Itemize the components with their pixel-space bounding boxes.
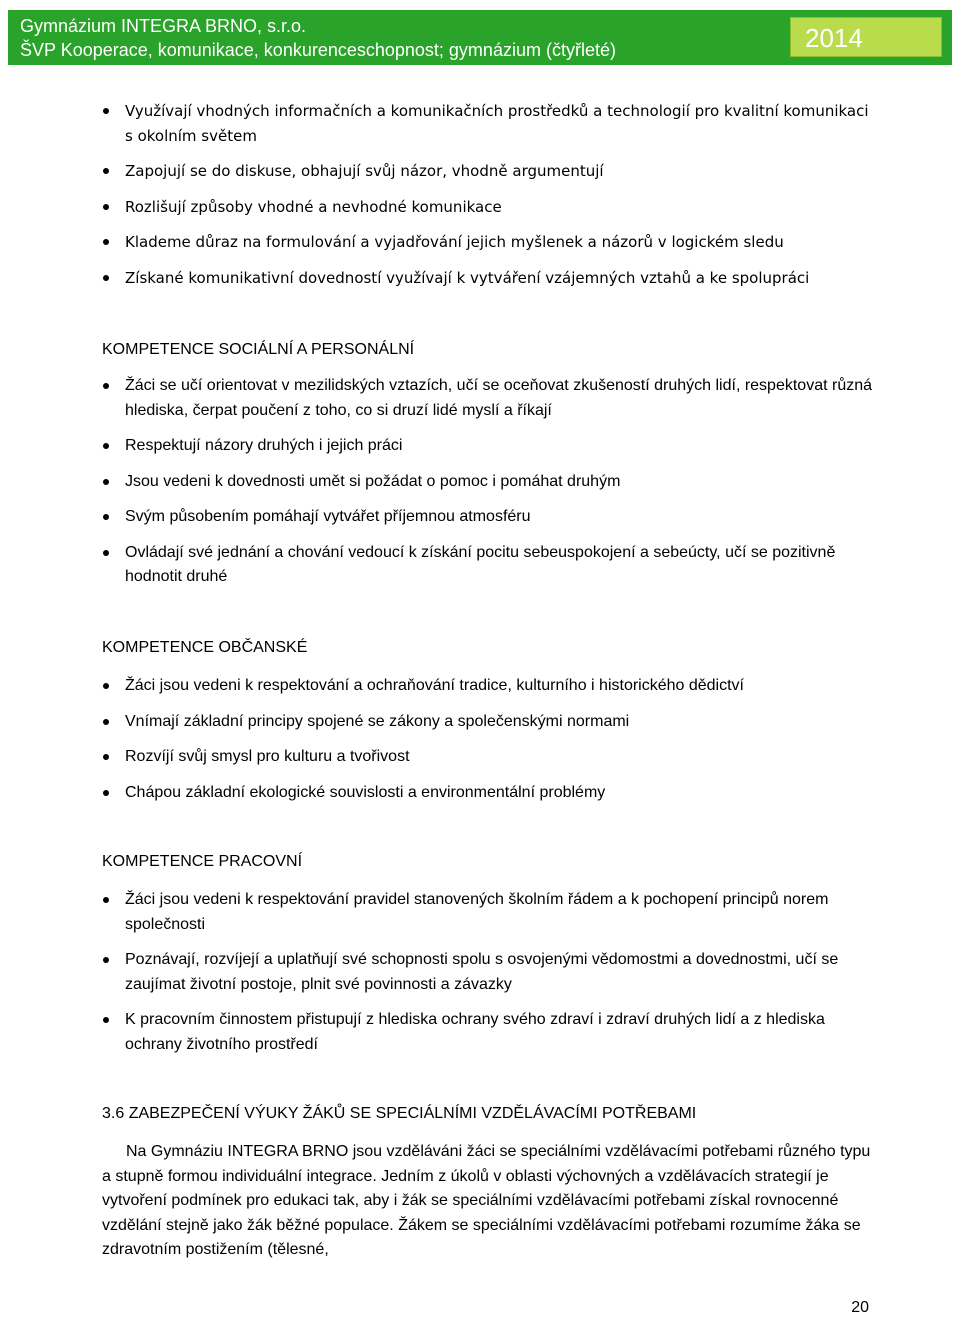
section-heading-civic: KOMPETENCE OBČANSKÉ [102, 639, 308, 656]
list-item: Respektují názory druhých i jejich práci [102, 434, 872, 459]
special-needs-paragraph: Na Gymnáziu INTEGRA BRNO jsou vzděláváni žáci se speciálními vzdělávacími potřebami různého typu a stupně formou individuální integrace. Jedním z úkolů v oblasti výchovných a vzdělávacích strategií je vytvoření podmínek pro edukaci tak, aby i žák se speciálními vzdělávacími potřebami získal rovnocenné vzdělání stejně jako žák běžné populace. Žákem se speciálními vzdělávacími potřebami rozumíme žáka se zdravotním postižením (tělesné, [102, 1143, 871, 1258]
list-item: Zapojují se do diskuse, obhajují svůj názor, vhodně argumentují [102, 159, 872, 184]
list-item: Jsou vedeni k dovednosti umět si požádat o pomoc i pomáhat druhým [102, 470, 872, 495]
list-item: Chápou základní ekologické souvislosti a environmentální problémy [102, 781, 872, 806]
header-school-name: Gymnázium INTEGRA BRNO, s.r.o. [20, 16, 307, 36]
list-item: Svým působením pomáhají vytvářet příjemnou atmosféru [102, 505, 872, 530]
list-item: Žáci jsou vedeni k respektování a ochraňování tradice, kulturního i historického dědictví [102, 674, 872, 699]
list-item: Využívají vhodných informačních a komunikačních prostředků a technologií pro kvalitní komunikaci s okolním světem [102, 99, 872, 148]
section-heading-work: KOMPETENCE PRACOVNÍ [102, 853, 303, 870]
civic-list [102, 674, 872, 816]
list-item: Získané komunikativní dovedností využívají k vytváření vzájemných vztahů a ke spolupráci [102, 266, 872, 291]
list-item: Ovládají své jednání a chování vedoucí k získání pocitu sebeuspokojení a sebeúcty, učí se pozitivně hodnotit druhé [102, 541, 872, 590]
work-list [102, 888, 872, 1068]
section-heading-special-needs: 3.6 ZABEZPEČENÍ VÝUKY ŽÁKŮ SE SPECIÁLNÍMI VZDĚLÁVACÍMI POTŘEBAMI [102, 1105, 697, 1122]
list-item: Poznávají, rozvíjejí a uplatňují své schopnosti spolu s osvojenými vědomostmi a dovednostmi, učí se zaujímat životní postoje, plnit své povinnosti a závazky [102, 948, 872, 997]
section-heading-social: KOMPETENCE SOCIÁLNÍ A PERSONÁLNÍ [102, 341, 415, 358]
list-item: Žáci se učí orientovat v mezilidských vztazích, učí se oceňovat zkušeností druhých lidí, respektovat různá hlediska, čerpat poučení z toho, co si druzí lidé myslí a říkají [102, 374, 872, 423]
list-item: Vnímají základní principy spojené se zákony a společenskými normami [102, 710, 872, 735]
list-item: Klademe důraz na formulování a vyjadřování jejich myšlenek a názorů v logickém sledu [102, 230, 872, 255]
list-item: Žáci jsou vedeni k respektování pravidel stanovených školním řádem a k pochopení principů norem společnosti [102, 888, 872, 937]
list-item: K pracovním činnostem přistupují z hlediska ochrany svého zdraví i zdraví druhých lidí a z hlediska ochrany životního prostředí [102, 1008, 872, 1057]
communication-list [102, 99, 872, 301]
header-year: 2014 [805, 23, 863, 53]
header-program-title: ŠVP Kooperace, komunikace, konkurenceschopnost; gymnázium (čtyřleté) [20, 40, 616, 60]
page-number: 20 [851, 1299, 869, 1316]
social-list [102, 374, 872, 601]
list-item: Rozvíjí svůj smysl pro kulturu a tvořivost [102, 745, 872, 770]
list-item: Rozlišují způsoby vhodné a nevhodné komunikace [102, 195, 872, 220]
